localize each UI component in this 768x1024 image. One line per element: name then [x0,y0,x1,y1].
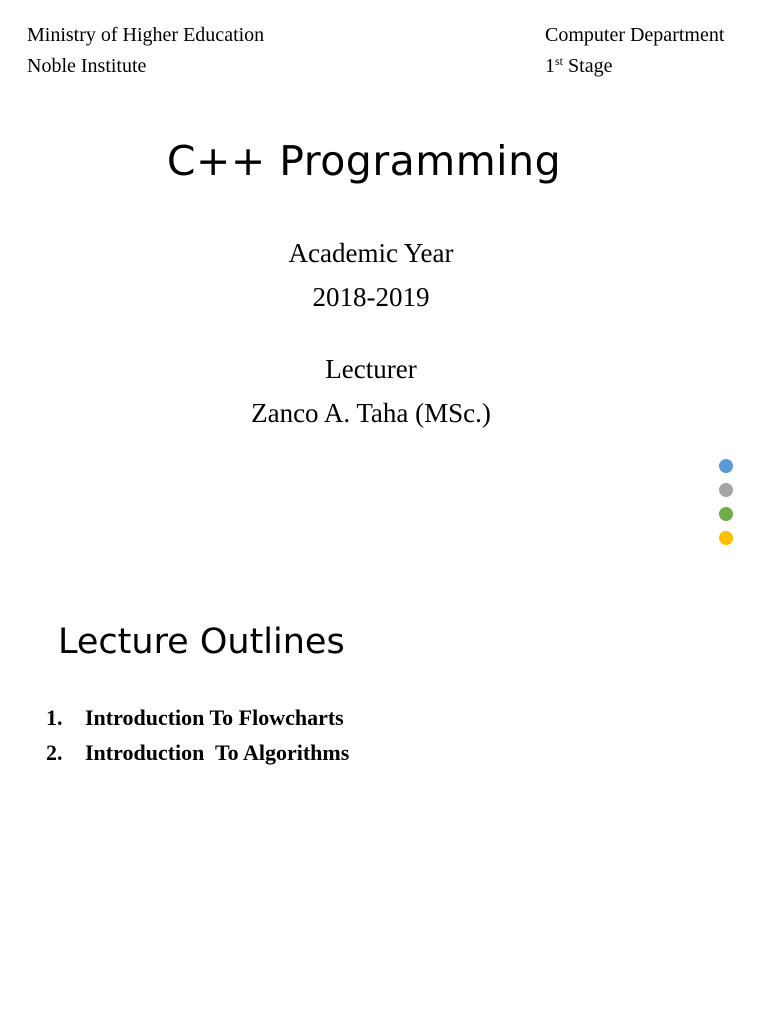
academic-year-block [0,231,742,319]
stage-ordinal: st [555,54,564,68]
stage-number: 1 [545,55,555,77]
outline-list [46,700,349,770]
green-dot-icon [719,507,733,521]
header-left [27,20,264,82]
outline-item [46,700,349,735]
blue-dot-icon [719,459,733,473]
lecture-outlines-title: Lecture Outlines [58,622,345,662]
lecturer-block [0,347,742,435]
academic-year-value: 2018-2019 [312,282,430,312]
course-title: C++ Programming [166,137,562,185]
decorative-dots [719,459,734,555]
academic-year-label: Academic Year [288,238,454,268]
outline-item [46,735,349,770]
stage-line [545,51,724,82]
outline-item-text: Introduction To Algorithms [85,740,350,765]
gray-dot-icon [719,483,733,497]
department-name: Computer Department [545,24,725,46]
yellow-dot-icon [719,531,733,545]
lecturer-name: Zanco A. Taha (MSc.) [251,398,491,428]
ministry-name: Ministry of Higher Education [27,24,265,46]
header-right [545,20,724,82]
stage-label: Stage [563,55,613,77]
outline-item-text: Introduction To Flowcharts [85,705,344,730]
institute-name: Noble Institute [27,55,147,77]
outline-item-number: 2. [46,740,63,765]
lecturer-label: Lecturer [325,354,417,384]
outline-item-number: 1. [46,705,63,730]
